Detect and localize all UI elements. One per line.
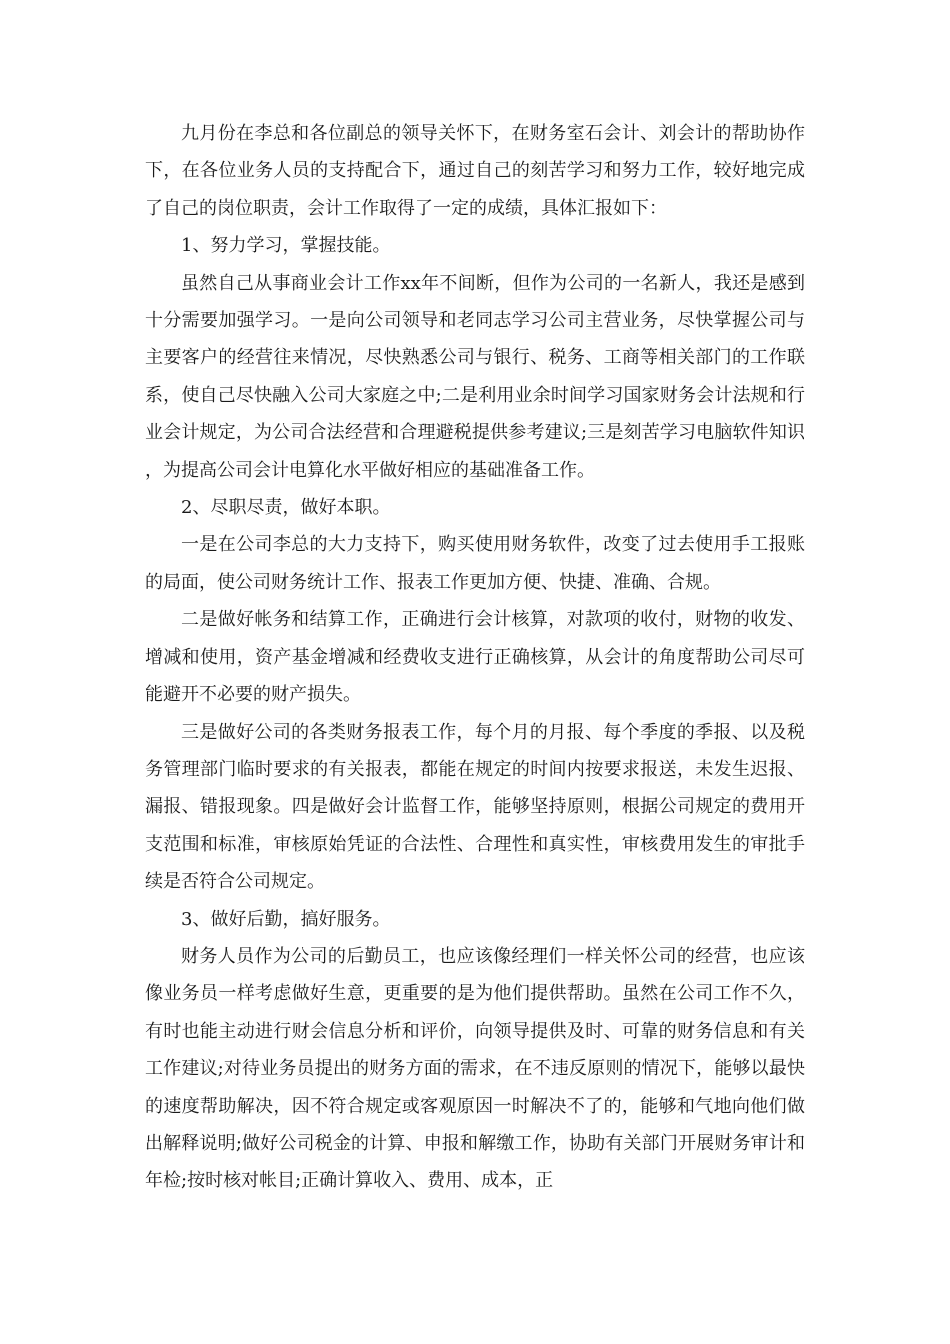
paragraph-intro: 九月份在李总和各位副总的领导关怀下，在财务室石会计、刘会计的帮助协作下，在各位业务人员的支持配合下，通过自己的刻苦学习和努力工作，较好地完成了自己的岗位职责，会计工作取得了一定的成绩，具体汇报如下： — [145, 123, 805, 219]
section-heading-2: 2、尽职尽责，做好本职。 — [181, 497, 391, 519]
paragraph-reports: 三是做好公司的各类财务报表工作，每个月的月报、每个季度的季报、以及税务管理部门临时要求的有关报表，都能在规定的时间内按要求报送，未发生迟报、漏报、错报现象。四是做好会计监督工作，能够坚持原则，根据公司规定的费用开支范围和标准，审核原始凭证的合法性、合理性和真实性，审核费用发生的审批手续是否符合公司规定。 — [145, 721, 805, 893]
paragraph-service: 财务人员作为公司的后勤员工，也应该像经理们一样关怀公司的经营，也应该像业务员一样考虑做好生意，更重要的是为他们提供帮助。虽然在公司工作不久，有时也能主动进行财会信息分析和评价，向领导提供及时、可靠的财务信息和有关工作建议;对待业务员提出的财务方面的需求，在不违反原则的情况下，能够以最快的速度帮助解决，因不符合规定或客观原因一时解决不了的，能够和气地向他们做出解释说明;做好公司税金的计算、申报和解缴工作，协助有关部门开展财务审计和年检;按时核对帐目;正确计算收入、费用、成本，正 — [145, 945, 805, 1192]
section-heading-3: 3、做好后勤，搞好服务。 — [181, 908, 391, 930]
paragraph-accounts: 二是做好帐务和结算工作，正确进行会计核算，对款项的收付，财物的收发、增减和使用，资产基金增减和经费收支进行正确核算，从会计的角度帮助公司尽可能避开不必要的财产损失。 — [145, 609, 805, 706]
paragraph-study: 虽然自己从事商业会计工作xx年不间断，但作为公司的一名新人，我还是感到十分需要加强学习。一是向公司领导和老同志学习公司主营业务，尽快掌握公司与主要客户的经营往来情况，尽快熟悉公司与银行、税务、工商等相关部门的工作联系，使自己尽快融入公司大家庭之中;二是利用业余时间学习国家财务会计法规和行业会计规定，为公司合法经营和合理避税提供参考建议;三是刻苦学习电脑软件知识，为提高公司会计电算化水平做好相应的基础准备工作。 — [145, 272, 805, 481]
section-heading-1: 1、努力学习，掌握技能。 — [181, 235, 391, 257]
document-body — [145, 115, 805, 1200]
paragraph-software: 一是在公司李总的大力支持下，购买使用财务软件，改变了过去使用手工报账的局面，使公司财务统计工作、报表工作更加方便、快捷、准确、合规。 — [145, 534, 805, 593]
